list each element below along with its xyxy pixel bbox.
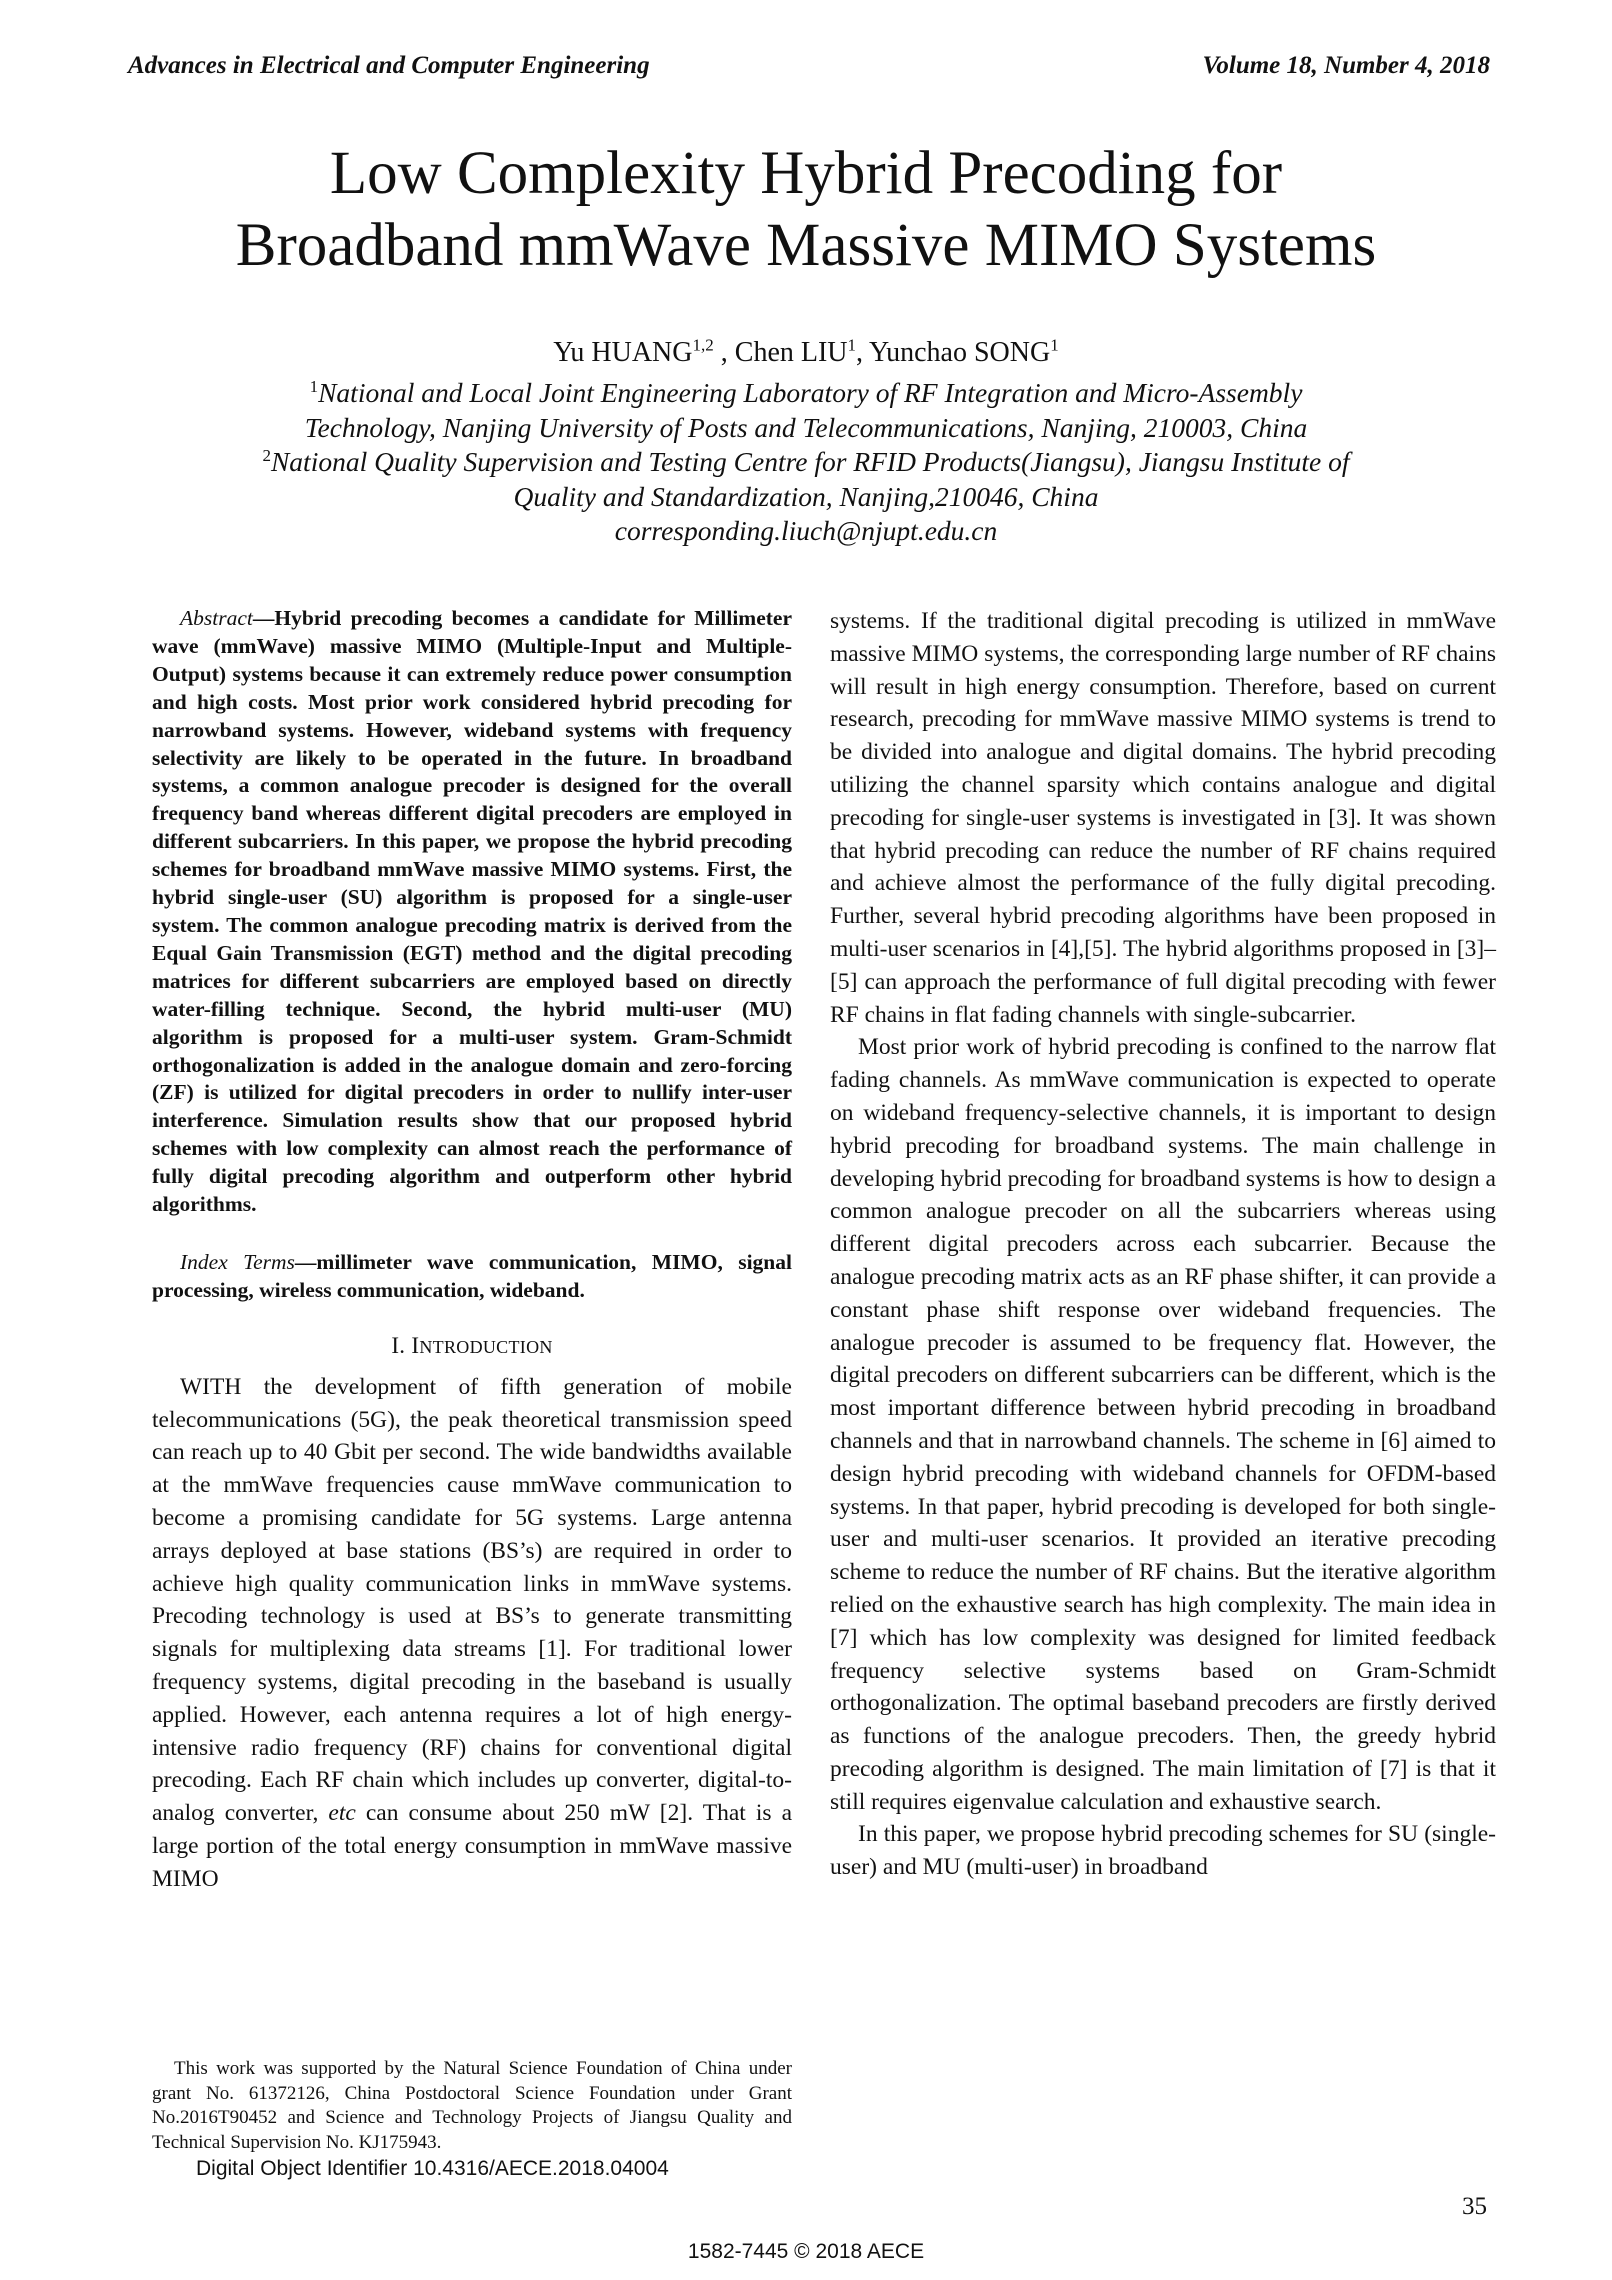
affil-line: National and Local Joint Engineering Laboratory of RF Integration and Micro-Assembly	[318, 377, 1303, 408]
paragraph-continued: systems. If the traditional digital precoding is utilized in mmWave massive MIMO systems, the corresponding large number of RF chains will result in high energy consumption. Therefore, based on current research, precoding for mmWave massive MIMO systems is trend to be divided into analogue and digital domains. The hybrid precoding utilizing the channel sparsity which contains analogue and digital precoding for single-user systems is investigated in [3]. It was shown that hybrid precoding can reduce the number of RF chains required and achieve almost the performance of the fully digital precoding. Further, several hybrid precoding algorithms have been proposed in multi-user scenarios in [4],[5]. The hybrid algorithms proposed in [3]–[5] can approach the performance of full digital precoding with fewer RF chains in flat fading channels with single-subcarrier.	[830, 608, 1496, 1028]
affiliation-1	[150, 376, 1462, 445]
abstract-dash: —	[252, 606, 275, 630]
affil-line: Technology, Nanjing University of Posts and Telecommunications, Nanjing, 210003, China	[304, 411, 1308, 443]
section-title-rest: NTRODUCTION	[419, 1336, 553, 1357]
index-terms-dash: —	[294, 1249, 317, 1274]
author-name: Yu HUANG	[553, 337, 693, 368]
copyright-line: 1582-7445 © 2018 AECE	[687, 2240, 925, 2263]
author-name: Yunchao SONG	[869, 337, 1051, 368]
doi[interactable]: Digital Object Identifier 10.4316/AECE.2018.04004	[196, 2157, 669, 2180]
running-header	[128, 52, 1490, 86]
abstract-text: Hybrid precoding becomes a candidate for Millimeter wave (mmWave) massive MIMO (Multiple-Input and Multiple-Output) systems because it can extremely reduce power consumption and high costs. Most prior work considered hybrid precoding for narrowband systems. However, wideband systems with frequency selectivity are likely to be operated in the future. In broadband systems, a common analogue precoder is designed for the overall frequency band whereas different digital precoders are employed in different subcarriers. In this paper, we propose the hybrid precoding schemes for broadband mmWave massive MIMO systems. First, the hybrid single-user (SU) algorithm is proposed for a single-user system. The common analogue precoding matrix is derived from the Equal Gain Transmission (EGT) method and the digital precoding matrices for different subcarriers are employed based on directly water-filling technique. Second, the hybrid multi-user (MU) algorithm is proposed for a multi-user system. Gram-Schmidt orthogonalization is added in the analogue domain and zero-forcing (ZF) is utilized for digital precoders in order to nullify inter-user interference. Simulation results show that our proposed hybrid schemes with low complexity can almost reach the performance of fully digital precoding algorithm and outperform other hybrid algorithms.	[152, 606, 792, 1217]
journal-name: Advances in Electrical and Computer Engineering	[128, 52, 650, 79]
author-separator: ,	[856, 337, 869, 368]
funding-footnote: This work was supported by the Natural Science Foundation of China under grant No. 61372126, China Postdoctoral Science Foundation under Grant No.2016T90452 and Science and Technology Projects of Jiangsu Quality and Technical Supervision No. KJ175943.	[152, 2058, 792, 2153]
author-separator: ,	[713, 337, 735, 368]
abstract-label: Abstract	[180, 606, 253, 630]
section-numeral: I.	[391, 1332, 406, 1358]
intro-paragraph-1	[152, 1371, 792, 1896]
affiliations	[150, 376, 1462, 549]
paragraph-2: Most prior work of hybrid precoding is confined to the narrow flat fading channels. As mmWave communication is expected to operate on wideband frequency-selective channels, it is important to design hybrid precoding for broadband systems. The main challenge in developing hybrid precoding for broadband systems is how to design a common analogue precoder on all the subcarriers whereas using different digital precoders across each subcarrier. Because the analogue precoding matrix acts as an RF phase shifter, it can provide a constant phase shift response over wideband frequencies. The analogue precoder is assumed to be frequency flat. However, the digital precoders on different subcarriers can be different, which is the most important difference between hybrid precoding in broadband channels and that in narrowband channels. The scheme in [6] aimed to design hybrid precoding with wideband channels for OFDM-based systems. In that paper, hybrid precoding is developed for both single-user and multi-user scenarios. It provided an iterative precoding scheme to reduce the number of RF chains. But the iterative algorithm relied on the exhaustive search has high complexity. The main idea in [7] which has low complexity was designed for limited feedback frequency selective systems based on Gram-Schmidt orthogonalization. The optimal baseband precoders are firstly derived as functions of the analogue precoders. Then, the greedy hybrid precoding algorithm is designed. The main limitation of [7] is that it still requires eigenvalue calculation and exhaustive search.	[830, 1034, 1496, 1815]
affil-mark: 1	[309, 376, 319, 396]
section-initial: I	[411, 1332, 420, 1358]
author-name: Chen LIU	[734, 337, 848, 368]
author-affil-mark: 1	[1050, 335, 1059, 355]
abstract	[152, 605, 792, 1219]
index-terms	[152, 1249, 792, 1305]
text-run: can consume about 250 mW [2]. That is a large portion of the total energy consumption in mmWave massive MIMO	[152, 1800, 793, 1892]
author-affil-mark: 1	[847, 335, 857, 355]
affil-line: National Quality Supervision and Testing Centre for RFID Products(Jiangsu), Jiangsu Institute of	[270, 446, 1350, 477]
affiliation-2	[150, 445, 1462, 514]
text-run-italic: etc	[328, 1800, 356, 1827]
text-run: WITH the development of fifth generation of mobile telecommunications (5G), the peak theoretical transmission speed can reach up to 40 Gbit per second. The wide bandwidths available at the mmWave frequencies cause mmWave communication to become a promising candidate for 5G systems. Large antenna arrays deployed at base stations (BS’s) are required in order to achieve high quality communication links in mmWave systems. Precoding technology is used at BS’s to generate transmitting signals for multiplexing data streams [1]. For traditional lower frequency systems, digital precoding in the baseband is usually applied. However, each antenna requires a lot of high energy-intensive radio frequency (RF) chains for conventional digital precoding. Each RF chain which includes up converter, digital-to-analog converter,	[152, 1373, 792, 1827]
corresponding-email[interactable]: corresponding.liuch@njupt.edu.cn	[614, 515, 998, 546]
left-column	[152, 605, 792, 1896]
affil-mark: 2	[262, 445, 271, 465]
paper-title	[100, 138, 1512, 282]
title-line-1: Low Complexity Hybrid Precoding for	[329, 140, 1283, 207]
section-heading-introduction	[152, 1333, 792, 1359]
right-column	[830, 605, 1496, 1884]
index-terms-text: millimeter wave communication, MIMO, signal processing, wireless communication, wideband.	[152, 1249, 792, 1302]
author-affil-mark: 1,2	[692, 335, 714, 355]
index-terms-label: Index Terms	[180, 1249, 295, 1274]
title-line-2: Broadband mmWave Massive MIMO Systems	[235, 212, 1377, 279]
paragraph-3: In this paper, we propose hybrid precoding schemes for SU (single-user) and MU (multi-user) in broadband	[830, 1821, 1496, 1881]
author-list	[100, 336, 1512, 370]
volume-info: Volume 18, Number 4, 2018	[1202, 52, 1490, 79]
page-number: 35	[1462, 2193, 1487, 2220]
affil-line: Quality and Standardization, Nanjing,210046, China	[513, 480, 1099, 512]
